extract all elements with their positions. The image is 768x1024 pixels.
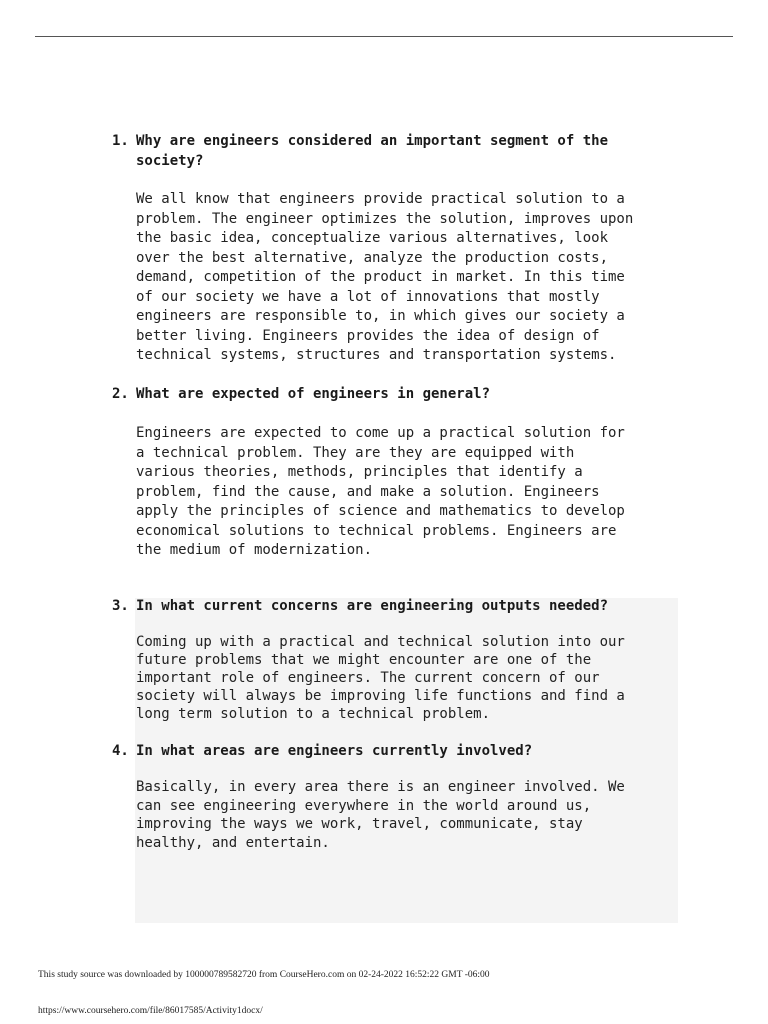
answer-text-1: We all know that engineers provide practical solution to a problem. The engineer optimizes the solution, improves upon the basic idea, conceptualize various alternatives, look over the best alternative, analyze the production costs, demand, competition of the product in market. In this time of our society we have a lot of innovations that mostly engineers are responsible to, in which gives our society a better living. Engineers provides the idea of design of technical systems, structures and transportation systems. <box>136 191 634 363</box>
download-source-note: This study source was downloaded by 100000789582720 from CourseHero.com on 02-24-2022 16:52:22 GMT -06:00 <box>38 970 490 980</box>
question-text: In what current concerns are engineering outputs needed? <box>136 598 609 614</box>
source-url[interactable]: https://www.coursehero.com/file/86017585/Activity1docx/ <box>38 1006 263 1016</box>
answer-text-2: Engineers are expected to come up a practical solution for a technical problem. They are they are equipped with various theories, methods, principles that identify a problem, find the cause, and make a solution. Engineers apply the principles of science and mathematics to develop economical solutions to technical problems. Engineers are the medium of modernization. <box>136 425 625 558</box>
top-rule <box>35 36 733 37</box>
question-number: 1. <box>112 133 129 149</box>
question-text: Why are engineers considered an important segment of the society? <box>136 133 609 169</box>
answer-text-4: Basically, in every area there is an engineer involved. We can see engineering everywhere in the world around us, improving the ways we work, travel, communicate, stay healthy, and entertain. <box>136 779 625 851</box>
question-number: 2. <box>112 386 129 402</box>
question-text: What are expected of engineers in general? <box>136 386 491 402</box>
question-text: In what areas are engineers currently involved? <box>136 743 533 759</box>
question-number: 3. <box>112 598 129 614</box>
answer-text-3: Coming up with a practical and technical solution into our future problems that we might encounter are one of the important role of engineers. The current concern of our society will always be improving life functions and find a long term solution to a technical problem. <box>136 634 625 722</box>
question-number: 4. <box>112 743 129 759</box>
